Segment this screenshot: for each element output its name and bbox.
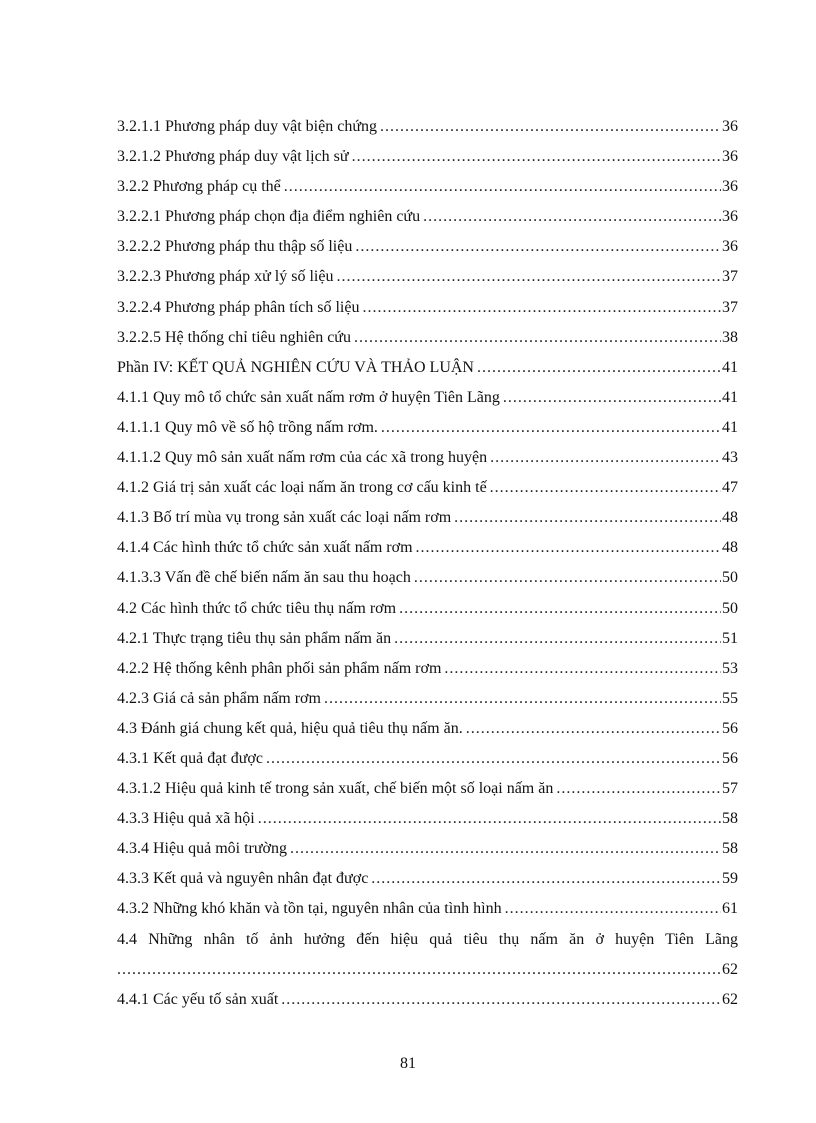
toc-entry-title: 4.2.3 Giá cả sản phẩm nấm rơm bbox=[117, 689, 321, 707]
toc-dot-leader bbox=[490, 473, 721, 503]
toc-entry-title: 3.2.2.2 Phương pháp thu thập số liệu bbox=[117, 238, 353, 256]
toc-entry-page: 50 bbox=[722, 599, 738, 617]
toc-entry-page: 59 bbox=[722, 870, 738, 888]
toc-dot-leader bbox=[423, 202, 721, 232]
toc-entry-page: 55 bbox=[722, 689, 738, 707]
toc-entry-title: 4.3.2 Những khó khăn và tồn tại, nguyên nhân của tình hình bbox=[117, 900, 502, 918]
toc-dot-leader bbox=[352, 142, 721, 172]
toc-entry-title: 4.1.1.1 Quy mô về số hộ trồng nấm rơm. bbox=[117, 418, 378, 436]
toc-dot-leader bbox=[281, 985, 721, 1015]
toc-entry[interactable] bbox=[117, 985, 738, 1015]
toc-entry-page: 37 bbox=[722, 298, 738, 316]
toc-entry[interactable] bbox=[117, 383, 738, 413]
toc-entry-page: 36 bbox=[722, 178, 738, 196]
toc-dot-leader bbox=[556, 774, 721, 804]
toc-entry[interactable] bbox=[117, 232, 738, 262]
toc-dot-leader bbox=[503, 383, 721, 413]
toc-entry-page: 41 bbox=[722, 358, 738, 376]
toc-entry-wrapped-title[interactable]: 4.4 Những nhân tố ảnh hưởng đến hiệu quả tiêu thụ nấm ăn ở huyện Tiên Lãng bbox=[117, 930, 738, 948]
toc-entry-title: 4.1.3.3 Vấn đề chế biến nấm ăn sau thu hoạch bbox=[117, 569, 411, 587]
toc-dot-leader bbox=[490, 443, 721, 473]
toc-entry-title: 3.2.2.1 Phương pháp chọn địa điểm nghiên cứu bbox=[117, 208, 421, 226]
toc-dot-leader bbox=[336, 262, 721, 292]
toc-entry[interactable] bbox=[117, 714, 738, 744]
toc-entry-page: 62 bbox=[722, 960, 738, 978]
toc-dot-leader bbox=[380, 112, 721, 142]
toc-entry-page: 50 bbox=[722, 569, 738, 587]
toc-entry-title: 3.2.2.3 Phương pháp xử lý số liệu bbox=[117, 268, 334, 286]
toc-entry-title: 3.2.1.1 Phương pháp duy vật biện chứng bbox=[117, 118, 377, 135]
toc-dot-leader bbox=[505, 894, 721, 924]
toc-entry-title: 3.2.2.4 Phương pháp phân tích số liệu bbox=[117, 298, 360, 316]
table-of-contents bbox=[117, 112, 738, 1015]
toc-entry-page: 62 bbox=[722, 990, 738, 1008]
toc-entry-title: 4.1.4 Các hình thức tổ chức sản xuất nấm rơm bbox=[117, 539, 413, 557]
toc-entry-title: Phần IV: KẾT QUẢ NGHIÊN CỨU VÀ THẢO LUẬN bbox=[117, 358, 474, 376]
toc-entry[interactable] bbox=[117, 323, 738, 353]
page-number: 81 bbox=[400, 1055, 416, 1072]
toc-dot-leader bbox=[258, 804, 721, 834]
toc-entry-title: 3.2.1.2 Phương pháp duy vật lịch sử bbox=[117, 148, 349, 166]
toc-entry-page: 61 bbox=[722, 900, 738, 918]
toc-entry-page: 51 bbox=[722, 629, 738, 647]
toc-entry[interactable] bbox=[117, 804, 738, 834]
toc-entry-title: 4.4.1 Các yếu tố sản xuất bbox=[117, 990, 279, 1008]
toc-entry-title: 3.2.2 Phương pháp cụ thể bbox=[117, 178, 281, 196]
toc-entry-page: 38 bbox=[722, 328, 738, 346]
toc-dot-leader bbox=[362, 293, 721, 323]
toc-dot-leader bbox=[414, 563, 721, 593]
toc-entry-page: 41 bbox=[722, 388, 738, 406]
toc-entry-page: 36 bbox=[722, 118, 738, 135]
toc-entry-page: 48 bbox=[722, 539, 738, 557]
toc-dot-leader bbox=[381, 413, 721, 443]
toc-entry[interactable] bbox=[117, 533, 738, 563]
toc-entry[interactable] bbox=[117, 443, 738, 473]
toc-entry[interactable] bbox=[117, 172, 738, 202]
toc-entry-page: 53 bbox=[722, 659, 738, 677]
toc-dot-leader bbox=[399, 594, 721, 624]
toc-dot-leader bbox=[466, 714, 721, 744]
toc-entry-title: 4.1.1 Quy mô tổ chức sản xuất nấm rơm ở huyện Tiên Lãng bbox=[117, 388, 500, 406]
toc-entry-page: 36 bbox=[722, 208, 738, 226]
toc-entry-page: 47 bbox=[722, 479, 738, 497]
toc-entry-page: 58 bbox=[722, 810, 738, 828]
toc-entry-page: 48 bbox=[722, 509, 738, 527]
toc-dot-leader bbox=[284, 172, 721, 202]
toc-entry-wrapped-continuation[interactable] bbox=[117, 955, 738, 985]
toc-entry-title: 4.3.3 Kết quả và nguyên nhân đạt được bbox=[117, 870, 369, 888]
toc-dot-leader bbox=[394, 624, 721, 654]
toc-entry-title: 4.2.1 Thực trạng tiêu thụ sản phẩm nấm ăn bbox=[117, 629, 392, 647]
toc-entry[interactable] bbox=[117, 774, 738, 804]
toc-entry[interactable] bbox=[117, 503, 738, 533]
toc-entry-page: 56 bbox=[722, 749, 738, 767]
toc-entry-title: 4.2 Các hình thức tổ chức tiêu thụ nấm rơm bbox=[117, 599, 397, 617]
toc-entry[interactable] bbox=[117, 744, 738, 774]
toc-entry[interactable] bbox=[117, 563, 738, 593]
toc-entry-page: 58 bbox=[722, 840, 738, 858]
toc-entry[interactable] bbox=[117, 353, 738, 383]
toc-dot-leader bbox=[117, 955, 721, 985]
toc-dot-leader bbox=[355, 232, 721, 262]
toc-dot-leader bbox=[444, 654, 721, 684]
toc-entry[interactable] bbox=[117, 594, 738, 624]
toc-entry-title: 4.3.1 Kết quả đạt được bbox=[117, 749, 263, 767]
toc-entry-page: 43 bbox=[722, 449, 738, 467]
toc-entry[interactable] bbox=[117, 202, 738, 232]
toc-dot-leader bbox=[324, 684, 721, 714]
toc-entry[interactable] bbox=[117, 142, 738, 172]
toc-entry[interactable] bbox=[117, 894, 738, 924]
toc-entry[interactable] bbox=[117, 262, 738, 292]
toc-entry[interactable] bbox=[117, 624, 738, 654]
toc-entry[interactable] bbox=[117, 293, 738, 323]
toc-entry[interactable] bbox=[117, 834, 738, 864]
toc-dot-leader bbox=[371, 864, 721, 894]
toc-entry-title: 3.2.2.5 Hệ thống chỉ tiêu nghiên cứu bbox=[117, 328, 351, 346]
toc-entry[interactable] bbox=[117, 864, 738, 894]
toc-entry[interactable] bbox=[117, 413, 738, 443]
toc-entry-title: 4.1.2 Giá trị sản xuất các loại nấm ăn trong cơ cấu kinh tế bbox=[117, 479, 487, 497]
toc-entry-page: 36 bbox=[722, 238, 738, 256]
toc-entry-title: 4.3 Đánh giá chung kết quả, hiệu quả tiêu thụ nấm ăn. bbox=[117, 719, 463, 737]
toc-entry[interactable] bbox=[117, 112, 738, 142]
toc-dot-leader bbox=[454, 503, 721, 533]
toc-entry-page: 37 bbox=[722, 268, 738, 286]
toc-dot-leader bbox=[266, 744, 721, 774]
toc-entry-page: 57 bbox=[722, 780, 738, 798]
toc-dot-leader bbox=[354, 323, 721, 353]
toc-dot-leader bbox=[416, 533, 721, 563]
toc-entry-title: 4.2.2 Hệ thống kênh phân phối sản phẩm nấm rơm bbox=[117, 659, 442, 677]
toc-entry-page: 56 bbox=[722, 719, 738, 737]
toc-dot-leader bbox=[477, 353, 721, 383]
toc-entry-title: 4.1.1.2 Quy mô sản xuất nấm rơm của các xã trong huyện bbox=[117, 449, 488, 467]
toc-entry-title: 4.3.3 Hiệu quả xã hội bbox=[117, 810, 255, 828]
toc-entry[interactable] bbox=[117, 654, 738, 684]
toc-entry[interactable] bbox=[117, 684, 738, 714]
toc-entry-title: 4.3.1.2 Hiệu quả kinh tế trong sản xuất, chế biến một số loại nấm ăn bbox=[117, 780, 554, 798]
toc-entry-page: 36 bbox=[722, 148, 738, 166]
toc-entry-title: 4.3.4 Hiệu quả môi trường bbox=[117, 840, 287, 858]
toc-entry-page: 41 bbox=[722, 418, 738, 436]
toc-dot-leader bbox=[290, 834, 721, 864]
toc-entry-title: 4.1.3 Bố trí mùa vụ trong sản xuất các loại nấm rơm bbox=[117, 509, 452, 527]
toc-entry[interactable] bbox=[117, 473, 738, 503]
